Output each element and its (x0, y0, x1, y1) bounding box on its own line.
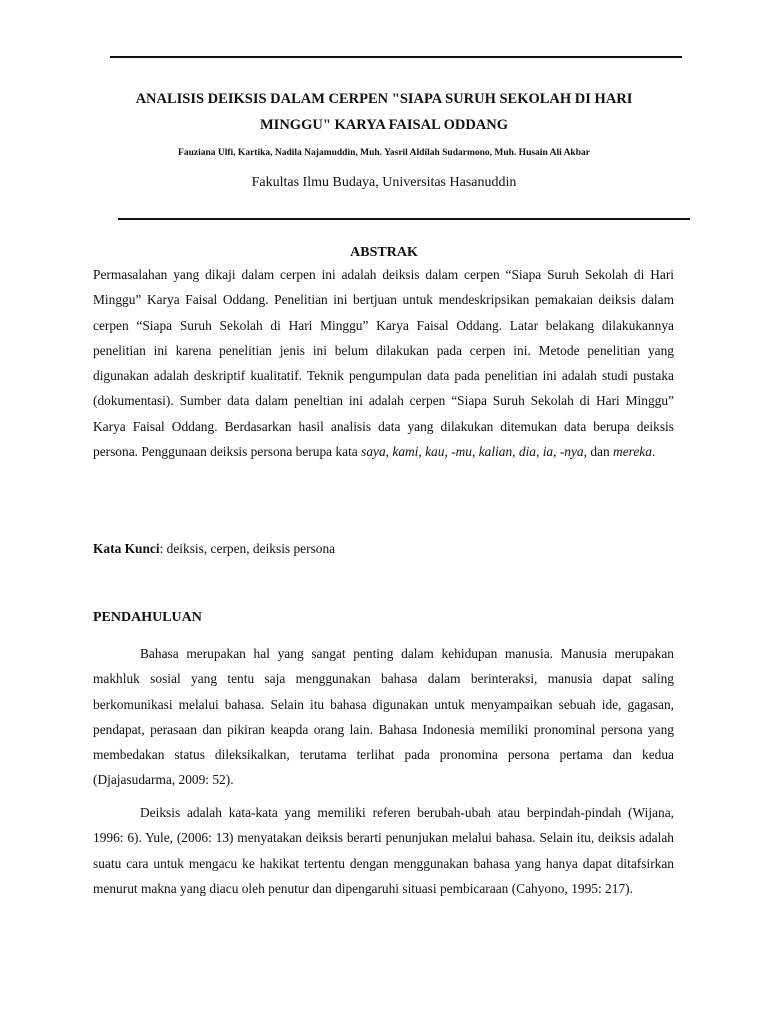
sep: , (418, 444, 426, 460)
affiliation: Fakultas Ilmu Budaya, Universitas Hasanuddin (251, 175, 517, 190)
top-rule (110, 56, 682, 58)
sep: , (553, 444, 560, 460)
term-2: kau (425, 444, 445, 460)
term-4: kalian (478, 444, 513, 460)
abstract-heading: ABSTRAK (350, 245, 418, 260)
paper-title (100, 86, 668, 138)
intro-heading: PENDAHULUAN (93, 610, 202, 625)
term-6: ia (542, 444, 554, 460)
title-line-2: MINGGU" KARYA FAISAL ODDANG (259, 117, 509, 133)
intro-paragraph-2: Deiksis adalah kata-kata yang memiliki referen berubah-ubah atau berpindah-pindah (Wijana, 1996: 6). Yule, (2006: 13) menyatakan deiksis berarti penunjukan melalui bahasa. Selain itu, deiksis adalah suatu cara untuk mengacu ke hakikat tertentu dengan menggunakan bahasa yang hanya dapat ditafsirkan menurut makna yang diacu oleh penutur dan dipengaruhi situasi pembicaraan (Cahyono, 1995: 217). (93, 805, 674, 896)
sep-and: dan (590, 444, 610, 460)
sep: , (471, 444, 479, 460)
term-7: -nya (559, 444, 584, 460)
sep: , (512, 444, 519, 460)
sep: , (385, 444, 393, 460)
keywords-value: : deiksis, cerpen, deiksis persona (159, 541, 336, 556)
header-rule (118, 218, 690, 220)
term-5: dia (518, 444, 536, 460)
sep: , (444, 444, 452, 460)
term-3: -mu (451, 444, 472, 460)
abstract-text: Permasalahan yang dikaji dalam cerpen ini adalah deiksis dalam cerpen “Siapa Suruh Sekolah di Hari Minggu” Karya Faisal Oddang. Penelitian ini bertjuan untuk mendeskripsikan pemakaian deiksis dalam cerpen “Siapa Suruh Sekolah di Hari Minggu” Karya Faisal Oddang. Latar belakang dilakukannya penelitian ini karena penelitian jenis ini belum dilakukan pada cerpen ini. Metode penelitian yang digunakan adalah deskriptif kualitatif. Teknik pengumpulan data pada penelitian ini adalah studi pustaka (dokumentasi). Sumber data dalam peneltian ini adalah cerpen “Siapa Suruh Sekolah di Hari Minggu” Karya Faisal Oddang. Berdasarkan hasil analisis data yang dilakukan ditemukan data berupa deiksis persona. Penggunaan deiksis persona berupa kata (93, 267, 674, 460)
period: . (651, 444, 656, 460)
intro-paragraph-1: Bahasa merupakan hal yang sangat penting dalam kehidupan manusia. Manusia merupakan makhluk sosial yang tentu saja menggunakan bahasa dalam berinteraksi, manusia dapat saling berkomunikasi melalui bahasa. Selain itu bahasa digunakan untuk menyampaikan sebuah ide, gagasan, pendapat, perasaan dan pikiran keapda orang lain. Bahasa Indonesia memiliki pronominal persona yang membedakan status dileksikalkan, terutama terlihat pada pronomina persona pertama dan kedua (Djajasudarma, 2009: 52). (93, 646, 674, 788)
term-last: mereka (613, 444, 652, 460)
term-0: saya (361, 444, 386, 460)
keywords-label: Kata Kunci (93, 541, 160, 556)
keywords-line (93, 540, 674, 558)
sep: , (536, 444, 543, 460)
term-1: kami (392, 444, 419, 460)
abstract-paragraph (93, 262, 674, 464)
author-list: Fauziana Ulfi, Kartika, Nadila Najamuddin, Muh. Yasril Aldilah Sudarmono, Muh. Husain Ali Akbar (178, 148, 590, 158)
title-line-1: ANALISIS DEIKSIS DALAM CERPEN "SIAPA SURUH SEKOLAH DI HARI (135, 91, 633, 107)
sep: , (583, 444, 591, 460)
